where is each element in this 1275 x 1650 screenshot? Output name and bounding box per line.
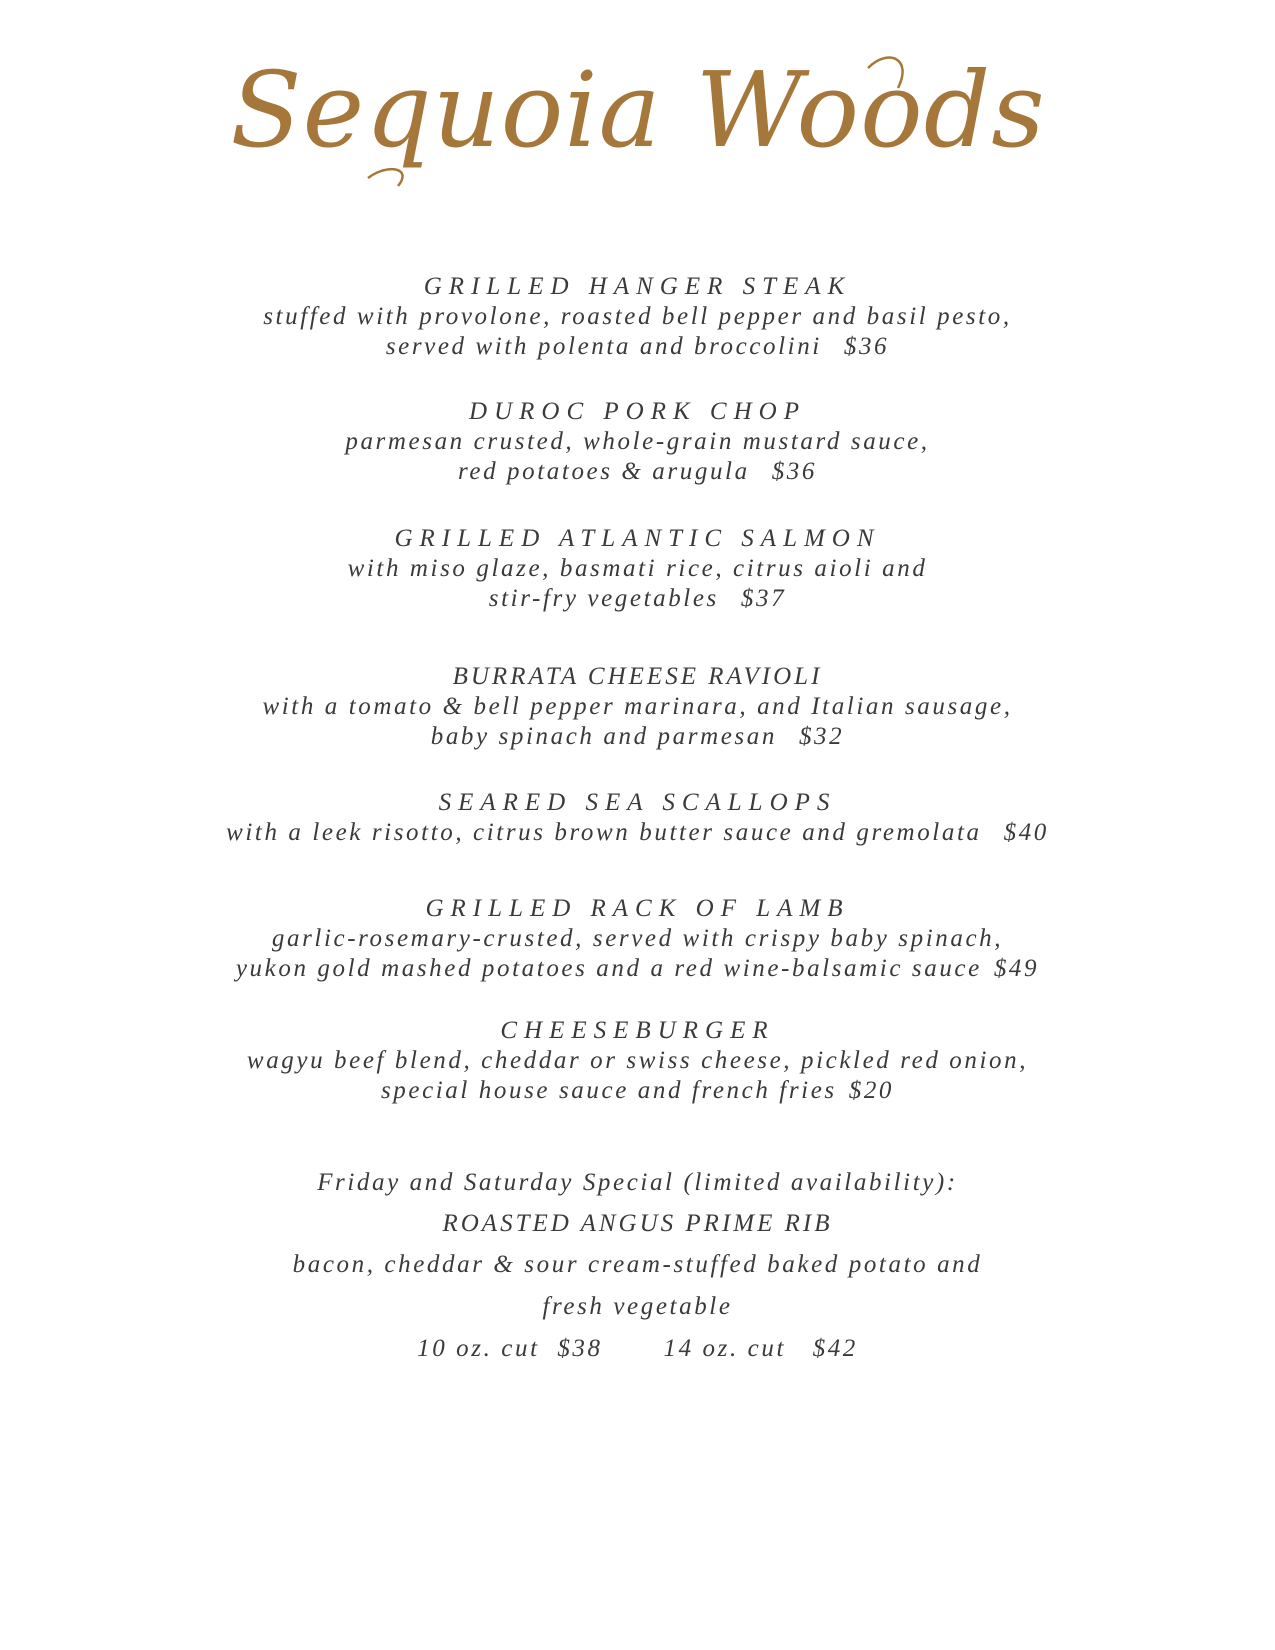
- item-description: stuffed with provolone, roasted bell pepper and basil pesto,: [263, 303, 1012, 330]
- item-name: BURRATA CHEESE RAVIOLI: [452, 663, 823, 690]
- menu-item: [0, 1016, 1275, 1106]
- logo-flourish: [368, 169, 403, 186]
- item-price: $37: [740, 585, 787, 612]
- item-name: GRILLED RACK OF LAMB: [425, 895, 850, 922]
- weekend-special: [0, 1162, 1275, 1370]
- restaurant-logo: [0, 28, 1275, 198]
- special-name: ROASTED ANGUS PRIME RIB: [442, 1210, 833, 1237]
- cut-label: 14 oz. cut: [663, 1335, 787, 1362]
- special-cuts: [0, 1328, 1275, 1370]
- cut-option: [664, 1328, 858, 1370]
- item-description-text: with a leek risotto, citrus brown butter sauce and gremolata: [226, 819, 982, 846]
- item-description-line2: [0, 722, 1275, 752]
- item-description-line1: [0, 818, 1275, 848]
- cut-price: $42: [812, 1335, 858, 1362]
- special-description: bacon, cheddar & sour cream-stuffed baked potato and: [292, 1251, 983, 1278]
- cut-option: [417, 1328, 603, 1370]
- item-price: $32: [798, 723, 845, 750]
- cut-price: $38: [557, 1335, 603, 1362]
- menu-item: [0, 894, 1275, 984]
- special-heading: Friday and Saturday Special (limited availability):: [317, 1169, 958, 1196]
- item-description-line2: [0, 954, 1275, 984]
- item-description-text: stir-fry vegetables: [488, 585, 719, 612]
- item-description-line2: [0, 584, 1275, 614]
- item-description: with miso glaze, basmati rice, citrus aioli and: [347, 555, 928, 582]
- menu-item: [0, 272, 1275, 362]
- menu-item: [0, 662, 1275, 752]
- item-name: SEARED SEA SCALLOPS: [438, 789, 837, 816]
- item-description: garlic-rosemary-crusted, served with crispy baby spinach,: [271, 925, 1004, 952]
- logo-script-wordmark: [229, 28, 1046, 198]
- item-price: $20: [848, 1077, 895, 1104]
- item-name: DUROC PORK CHOP: [469, 398, 806, 425]
- special-description-line2: fresh vegetable: [542, 1293, 733, 1320]
- item-price: $36: [771, 458, 817, 485]
- item-description-line2: [0, 1076, 1275, 1106]
- item-description: wagyu beef blend, cheddar or swiss cheese, pickled red onion,: [246, 1047, 1029, 1074]
- item-name: GRILLED HANGER STEAK: [423, 273, 852, 300]
- item-name: CHEESEBURGER: [500, 1017, 775, 1044]
- menu-item: [0, 524, 1275, 614]
- item-description-text: yukon gold mashed potatoes and a red wine-balsamic sauce: [235, 955, 982, 982]
- cut-label: 10 oz. cut: [417, 1335, 540, 1362]
- item-description-text: served with polenta and broccolini: [385, 333, 822, 360]
- item-description-line2: [0, 457, 1275, 487]
- item-price: $36: [843, 333, 890, 360]
- item-description-text: red potatoes & arugula: [458, 458, 750, 485]
- item-description-text: baby spinach and parmesan: [430, 723, 777, 750]
- item-description-line2: [0, 332, 1275, 362]
- restaurant-name: Sequoia Woods: [229, 49, 1046, 171]
- item-price: $40: [1003, 819, 1049, 846]
- item-price: $49: [993, 955, 1040, 982]
- item-description-text: special house sauce and french fries: [380, 1077, 837, 1104]
- menu-item: [0, 788, 1275, 848]
- menu-item: [0, 397, 1275, 487]
- item-description: parmesan crusted, whole-grain mustard sauce,: [345, 428, 930, 455]
- item-name: GRILLED ATLANTIC SALMON: [394, 525, 881, 552]
- item-description: with a tomato & bell pepper marinara, and Italian sausage,: [262, 693, 1013, 720]
